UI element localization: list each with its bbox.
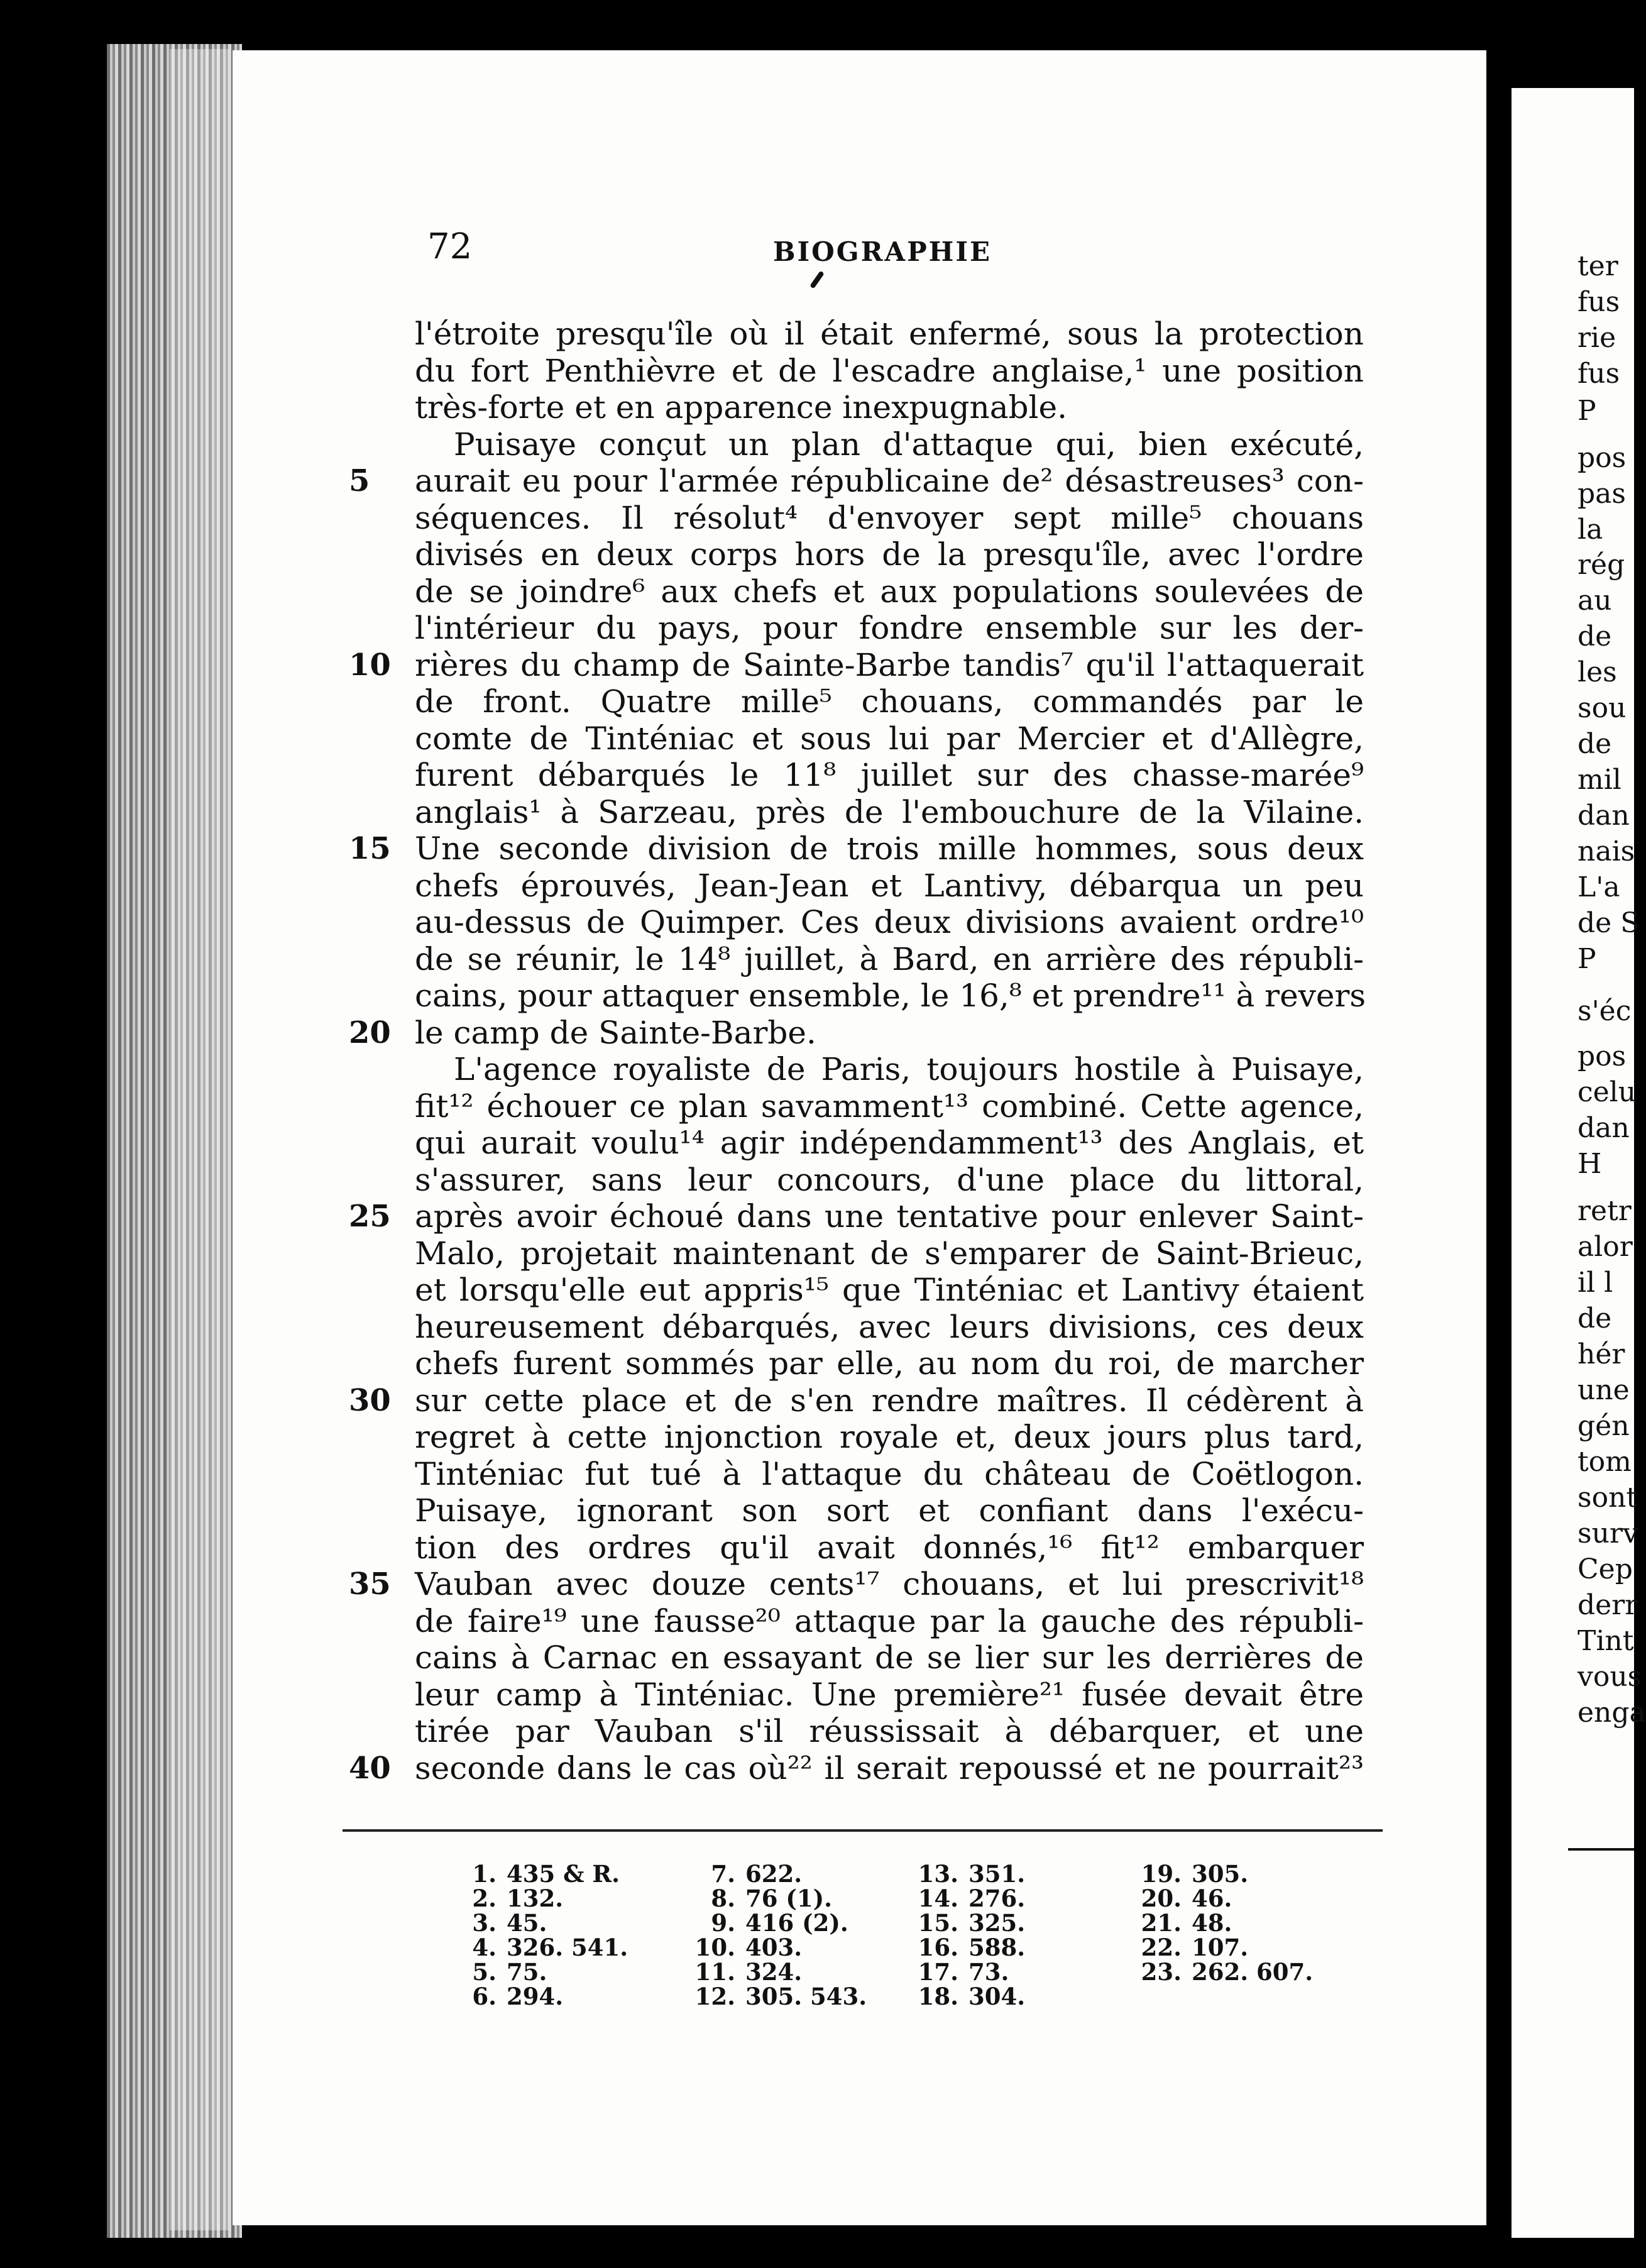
right-page-fragment: celu xyxy=(1577,1076,1637,1108)
footnote-reference: 46. xyxy=(1192,1885,1232,1912)
text-line: de se réunir, le 14⁸ juillet, à Bard, en arrière des républi- xyxy=(415,940,1364,977)
footnote-reference: 48. xyxy=(1192,1909,1232,1937)
right-page-fragment: pos xyxy=(1577,1040,1627,1072)
footnote-reference: 45. xyxy=(507,1909,547,1937)
text-line: L'agence royaliste de Paris, toujours hostile à Puisaye, xyxy=(454,1051,1364,1087)
right-page-fragment: de S xyxy=(1577,907,1640,939)
footnote-reference: 276. xyxy=(968,1885,1026,1912)
text-line: sur cette place et de s'en rendre maîtres. Il cédèrent à 30 xyxy=(349,1382,1364,1419)
text-line: l'intérieur du pays, pour fondre ensemble sur les der- xyxy=(415,610,1364,646)
footnote-rule xyxy=(343,1829,1383,1832)
footnote-number: 2. xyxy=(472,1885,497,1912)
right-page-fragment: vous xyxy=(1577,1661,1642,1693)
footnote-reference: 305. 543. xyxy=(745,1983,867,2010)
footnote-reference: 76 (1). xyxy=(745,1885,833,1912)
text-line: qui aurait voulu¹⁴ agir indépendamment¹³ des Anglais, et xyxy=(415,1125,1364,1161)
text-line: leur camp à Tinténiac. Une première²¹ fusée devait être xyxy=(415,1676,1364,1713)
footnote-reference: 324. xyxy=(745,1958,803,1986)
footnote-item xyxy=(1131,1960,1313,1985)
footnote-number: 19. xyxy=(1141,1860,1182,1888)
text-line: très-forte et en apparence inexpugnable. xyxy=(415,389,1067,426)
running-title: BIOGRAPHIE xyxy=(773,236,992,267)
footnotes-column-4 xyxy=(1131,1862,1313,1985)
footnote-reference: 132. xyxy=(507,1885,564,1912)
page-edges-highlight xyxy=(170,49,229,2230)
text-line: de se joindre⁶ aux chefs et aux populations soulevées de xyxy=(415,573,1364,610)
footnote-reference: 416 (2). xyxy=(745,1909,848,1937)
footnote-number: 7. xyxy=(711,1860,735,1888)
footnote-reference: 107. xyxy=(1192,1934,1249,1961)
right-page-fragment: de xyxy=(1577,728,1612,760)
text-line: aurait eu pour l'armée républicaine de² désastreuses³ con- 5 xyxy=(349,463,1364,499)
line-number: 10 xyxy=(349,647,391,683)
right-page-fragment: les xyxy=(1577,656,1617,688)
footnote-number: 9. xyxy=(711,1909,735,1937)
footnote-item xyxy=(446,1935,628,1960)
right-page-fragment: nais xyxy=(1577,835,1635,867)
text-line: tirée par Vauban s'il réussissait à débarquer, et une xyxy=(415,1713,1364,1749)
text-line: séquences. Il résolut⁴ d'envoyer sept mille⁵ chouans xyxy=(415,499,1364,536)
text-line: après avoir échoué dans une tentative pour enlever Saint- 25 xyxy=(349,1198,1364,1235)
right-page-fragment: ter xyxy=(1577,250,1618,282)
footnote-item xyxy=(446,1985,628,2009)
footnote-number: 3. xyxy=(472,1909,497,1937)
text-line: de faire¹⁹ une fausse²⁰ attaque par la gauche des républi- xyxy=(415,1602,1364,1639)
footnote-reference: 351. xyxy=(968,1860,1026,1888)
text-line: au-dessus de Quimper. Ces deux divisions avaient ordre¹⁰ xyxy=(415,904,1364,940)
text-line: l'étroite presqu'île où il était enfermé, sous la protection xyxy=(415,316,1364,352)
text-line: le camp de Sainte-Barbe. 20 xyxy=(349,1014,816,1051)
right-page-fragment: fus xyxy=(1577,358,1620,390)
right-page-fragment: alor xyxy=(1577,1231,1633,1263)
footnote-number: 5. xyxy=(472,1958,497,1986)
right-page-fragment: L'a xyxy=(1577,871,1620,903)
right-page-fragment: tom xyxy=(1577,1446,1632,1478)
page-number: 72 xyxy=(427,226,473,267)
footnote-number: 10. xyxy=(694,1934,735,1961)
footnote-item xyxy=(685,1911,867,1935)
footnote-reference: 262. 607. xyxy=(1192,1958,1314,1986)
footnote-item xyxy=(908,1985,1025,2009)
footnote-reference: 75. xyxy=(507,1958,547,1986)
text-line: Tinténiac fut tué à l'attaque du château de Coëtlogon. xyxy=(415,1455,1364,1492)
text-line: regret à cette injonction royale et, deux jours plus tard, xyxy=(415,1419,1364,1455)
footnote-item xyxy=(908,1886,1025,1911)
footnote-reference: 294. xyxy=(507,1983,564,2010)
footnote-number: 17. xyxy=(918,1958,958,1986)
footnote-number: 1. xyxy=(472,1860,497,1888)
right-page-fragment: de xyxy=(1577,1302,1612,1335)
right-page-fragment: gén xyxy=(1577,1410,1630,1442)
footnote-reference: 73. xyxy=(968,1958,1009,1986)
right-page-fragment: dan xyxy=(1577,800,1630,832)
right-page-fragment: H xyxy=(1577,1148,1602,1180)
footnote-number: 13. xyxy=(918,1860,958,1888)
body-text xyxy=(349,316,1366,1786)
right-page-fragment: la xyxy=(1577,514,1603,546)
right-page-fragment: pas xyxy=(1577,478,1626,510)
footnote-number: 21. xyxy=(1141,1909,1182,1937)
text-line: Une seconde division de trois mille hommes, sous deux 15 xyxy=(349,830,1364,867)
right-page-fragment: retr xyxy=(1577,1195,1632,1227)
right-page-fragment: il l xyxy=(1577,1267,1613,1299)
footnote-item xyxy=(685,1886,867,1911)
footnote-reference: 588. xyxy=(968,1934,1026,1961)
line-number: 35 xyxy=(349,1566,391,1602)
footnote-item xyxy=(908,1935,1025,1960)
footnote-reference: 403. xyxy=(745,1934,803,1961)
text-line: Puisaye conçut un plan d'attaque qui, bien exécuté, xyxy=(454,426,1364,463)
right-page-fragment: mil xyxy=(1577,764,1621,796)
text-line: rières du champ de Sainte-Barbe tandis⁷ qu'il l'attaquerait 10 xyxy=(349,646,1364,683)
text-line: de front. Quatre mille⁵ chouans, commandés par le xyxy=(415,683,1364,720)
text-line: heureusement débarqués, avec leurs divisions, ces deux xyxy=(415,1308,1364,1345)
footnote-reference: 304. xyxy=(968,1983,1026,2010)
line-number: 20 xyxy=(349,1015,391,1050)
footnote-number: 16. xyxy=(918,1934,958,1961)
right-page-fragment: sou xyxy=(1577,692,1627,724)
footnote-reference: 325. xyxy=(968,1909,1026,1937)
footnote-number: 11. xyxy=(694,1958,735,1986)
footnote-reference: 435 & R. xyxy=(507,1860,620,1888)
footnote-item xyxy=(685,1985,867,2009)
footnote-item xyxy=(1131,1935,1313,1960)
footnote-number: 4. xyxy=(472,1934,497,1961)
right-page-fragment: pos xyxy=(1577,442,1627,474)
footnote-number: 8. xyxy=(711,1885,735,1912)
footnote-item xyxy=(685,1960,867,1985)
footnotes-column-2 xyxy=(685,1862,867,2009)
footnote-item xyxy=(1131,1886,1313,1911)
footnote-reference: 622. xyxy=(745,1860,803,1888)
footnote-item xyxy=(446,1911,628,1935)
footnote-number: 15. xyxy=(918,1909,958,1937)
text-line: chefs furent sommés par elle, au nom du roi, de marcher xyxy=(415,1345,1364,1382)
footnote-number: 20. xyxy=(1141,1885,1182,1912)
footnote-item xyxy=(908,1960,1025,1985)
line-number: 25 xyxy=(349,1199,391,1234)
right-page-fragment: Tint xyxy=(1577,1625,1634,1657)
footnote-item xyxy=(446,1886,628,1911)
text-line: Malo, projetait maintenant de s'emparer de Saint-Brieuc, xyxy=(415,1235,1364,1272)
right-page-fragment: derr xyxy=(1577,1589,1638,1621)
right-page-fragment: rég xyxy=(1577,549,1625,581)
text-line: cains, pour attaquer ensemble, le 16,⁸ et prendre¹¹ à revers xyxy=(415,977,1366,1014)
footnote-number: 12. xyxy=(694,1983,735,2010)
right-page xyxy=(1512,88,1646,2238)
text-line: fit¹² échouer ce plan savamment¹³ combiné. Cette agence, xyxy=(415,1087,1364,1125)
right-page-fragment: fus xyxy=(1577,286,1620,318)
footnote-item xyxy=(685,1862,867,1886)
right-page-footnote-rule xyxy=(1568,1848,1634,1851)
text-line: furent débarqués le 11⁸ juillet sur des chasse-marée⁹ xyxy=(415,757,1364,793)
right-page-fragment: P xyxy=(1577,395,1596,427)
footnote-number: 14. xyxy=(918,1885,958,1912)
text-line: et lorsqu'elle eut appris¹⁵ que Tinténiac et Lantivy étaient xyxy=(415,1272,1364,1308)
footnote-number: 6. xyxy=(472,1983,497,2010)
line-number: 40 xyxy=(349,1750,391,1786)
footnote-item xyxy=(446,1862,628,1886)
right-page-fragment: enga xyxy=(1577,1697,1646,1729)
footnote-reference: 326. 541. xyxy=(507,1934,628,1961)
line-number: 15 xyxy=(349,831,391,866)
footnote-number: 23. xyxy=(1141,1958,1182,1986)
text-line: anglais¹ à Sarzeau, près de l'embouchure de la Vilaine. xyxy=(415,793,1364,830)
right-page-fragment: sont xyxy=(1577,1482,1638,1514)
right-page-fragment: au xyxy=(1577,585,1612,617)
right-page-fragment: une xyxy=(1577,1374,1630,1406)
right-page-fragment: de xyxy=(1577,620,1612,652)
footnote-item xyxy=(1131,1911,1313,1935)
text-line: tion des ordres qu'il avait donnés,¹⁶ fit¹² embarquer xyxy=(415,1529,1364,1566)
right-page-fragment: hér xyxy=(1577,1338,1625,1370)
footnotes-column-1 xyxy=(446,1862,628,2009)
right-page-fragment: P xyxy=(1577,943,1596,975)
right-page-fragment: rie xyxy=(1577,322,1616,354)
text-line: Puisaye, ignorant son sort et confiant dans l'exécu- xyxy=(415,1492,1364,1529)
text-line: divisés en deux corps hors de la presqu'île, avec l'ordre xyxy=(415,536,1364,573)
right-page-fragment: dan xyxy=(1577,1112,1630,1144)
text-line: s'assurer, sans leur concours, d'une place du littoral, xyxy=(415,1161,1364,1198)
footnote-reference: 305. xyxy=(1192,1860,1249,1888)
footnote-number: 22. xyxy=(1141,1934,1182,1961)
footnote-item xyxy=(446,1960,628,1985)
footnote-item xyxy=(908,1862,1025,1886)
right-page-fragment: s'éc xyxy=(1577,995,1632,1027)
text-line: chefs éprouvés, Jean-Jean et Lantivy, débarqua un peu xyxy=(415,867,1364,904)
text-line: seconde dans le cas où²² il serait repoussé et ne pourrait²³ 40 xyxy=(349,1749,1364,1786)
right-page-fragment: surv xyxy=(1577,1517,1638,1550)
right-page-fragment: Cep xyxy=(1577,1553,1633,1585)
line-number: 5 xyxy=(349,463,370,498)
line-number: 30 xyxy=(349,1382,391,1418)
footnote-number: 18. xyxy=(918,1983,958,2010)
text-line: comte de Tinténiac et sous lui par Mercier et d'Allègre, xyxy=(415,720,1364,757)
text-line: cains à Carnac en essayant de se lier sur les derrières de xyxy=(415,1639,1364,1676)
footnotes-column-3 xyxy=(908,1862,1025,2009)
footnote-item xyxy=(1131,1862,1313,1886)
text-line: Vauban avec douze cents¹⁷ chouans, et lui prescrivit¹⁸ 35 xyxy=(349,1566,1364,1602)
footnote-item xyxy=(685,1935,867,1960)
footnote-item xyxy=(908,1911,1025,1935)
text-line: du fort Penthièvre et de l'escadre anglaise,¹ une position xyxy=(415,352,1364,389)
